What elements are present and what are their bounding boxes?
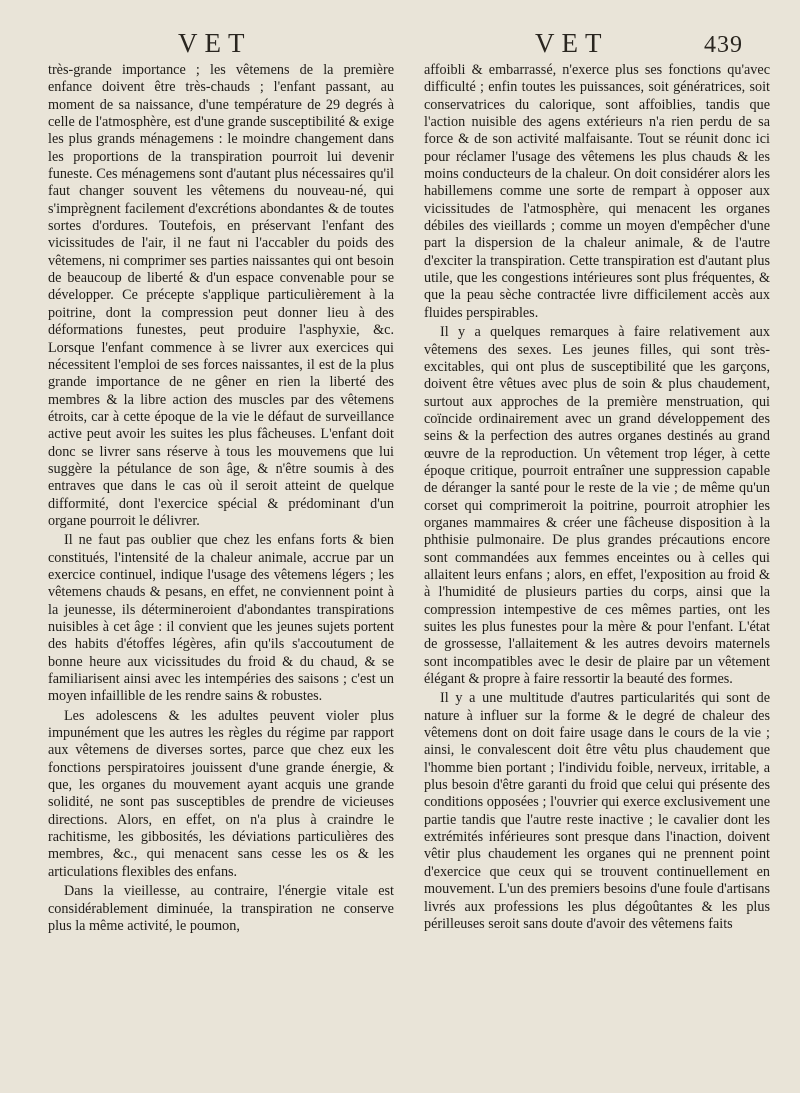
text-columns xyxy=(48,62,770,1072)
left-column xyxy=(48,62,394,1072)
paragraph: Il y a une multitude d'autres particularités qui sont de nature à influer sur la forme & le degré de chaleur des vêtemens dont on doit faire usage dans le cours de la vie ; ainsi, le convalescent doit être vêtu plus chaudement que l'homme bien portant ; l'individu foible, nerveux, irritable, a plus besoin d'être garanti du froid que celui qui présente des conditions opposées ; l'ouvrier qui exerce exclusivement une partie tandis que l'autre reste inactive ; le cavalier dont les extrémités inférieures sont presque dans l'inaction, doivent vêtir plus chaudement les organes qui ne prennent point d'exercice que ceux qui se trouvent continuellement en mouvement. L'un des premiers besoins d'une foule d'artisans livrés aux professions les plus dégoûtantes & les plus périlleuses seroit sans doute d'avoir des vêtemens faits xyxy=(424,690,770,932)
right-column xyxy=(424,62,770,1072)
paragraph: Il y a quelques remarques à faire relativement aux vêtemens des sexes. Les jeunes filles, qui sont très-excitables, qui ont plus de susceptibilité que les garçons, doivent être vêtues avec plus de soin & plus chaudement, surtout aux approches de la première menstruation, qui coïncide ordinairement avec un grand développement des seins & la perfection des autres organes destinés au grand œuvre de la reproduction. Un vêtement trop léger, à cette époque critique, pourroit entraîner une suppression capable de déranger la santé pour le reste de la vie ; de même qu'un corset qui comprimeroit la poitrine, pourroit atrophier les organes mammaires & créer une fâcheuse disposition à la phthisie pulmonaire. De plus grandes précautions encore sont commandées aux femmes enceintes ou à celles qui allaitent leurs enfans ; alors, en effet, l'exposition au froid & à l'humidité de plusieurs parties du corps, ainsi que la compression intempestive de ces mêmes parties, ont les suites les plus funestes pour la mère & pour l'enfant. L'état de grossesse, l'allaitement & les autres devoirs maternels sont incompatibles avec le desir de plaire par un vêtement élégant & propre à faire ressortir la beauté des formes. xyxy=(424,324,770,688)
page-number: 439 xyxy=(704,32,743,58)
paragraph: Les adolescens & les adultes peuvent violer plus impunément que les autres les règles du régime par rapport aux vêtemens de diverses sortes, parce que chez eux les fonctions perspiratoires jouissent d'une grande énergie, & que, les organes du mouvement ayant acquis une grande solidité, ne sont pas susceptibles de prendre de vicieuses directions. Alors, en effet, on n'a plus à craindre le rachitisme, les gibbosités, les déviations particulières des membres, &c., qui menacent sans cesse les os & les articulations flexibles des enfans. xyxy=(48,707,394,880)
running-head-right: VET xyxy=(535,28,609,58)
running-head-left: VET xyxy=(178,28,252,58)
paragraph: très-grande importance ; les vêtemens de la première enfance doivent être très-chauds ; l'enfant passant, au moment de sa naissance, d'une température de 29 degrés à celle de l'atmosphère, est d'une grande susceptibilité & exige les plus grands ménagemens : le moindre changement dans les proportions de la transpiration pourroit lui devenir funeste. Ces ménagemens sont d'autant plus nécessaires qu'il faut changer souvent les vêtemens du nouveau-né, qui s'imprègnent facilement d'excrétions abondantes & de toutes sortes d'ordures. Toutefois, en préservant l'enfant des vicissitudes de l'air, il ne faut ni l'accabler du poids des vêtemens, ni comprimer ses parties naissantes qui ont besoin de beaucoup de liberté & d'un espace convenable pour se développer. Ce précepte s'applique particulièrement à la poitrine, dont la compression peut donner lieu à des déformations funestes, peut produire l'asphyxie, &c. Lorsque l'enfant commence à se livrer aux exercices qui nécessitent l'emploi de ses forces naissantes, il est de la plus grande importance de ne gêner en rien la liberté des membres & la libre action des muscles par des vêtemens étroits, car à cette époque de la vie le défaut de surveillance active peut avoir les suites les plus fâcheuses. L'enfant doit donc se livrer sans réserve à tous les mouvemens que lui suggère la pétulance de son âge, & n'être soumis à des entraves que dans le cas où il seroit atteint de quelque difformité, dont l'exercice spécial & prédominant d'un organe pourroit le délivrer. xyxy=(48,62,394,529)
running-head xyxy=(0,28,800,62)
paragraph: Dans la vieillesse, au contraire, l'énergie vitale est considérablement diminuée, la transpiration ne conserve plus la même activité, le poumon, xyxy=(48,883,394,934)
paragraph: Il ne faut pas oublier que chez les enfans forts & bien constitués, l'intensité de la chaleur animale, accrue par un exercice continuel, indique l'usage des vêtemens légers ; les vêtemens chauds & pesans, en effet, ne conviennent point à la jeunesse, ils détermineroient d'abondantes transpirations nuisibles à cet âge : il convient que les jeunes sujets portent des habits d'étoffes légères, afin qu'ils s'accoutument de bonne heure aux vicissitudes du froid & du chaud, & se familiarisent ainsi avec les intempéries des saisons ; c'est un moyen infaillible de les rendre sains & robustes. xyxy=(48,532,394,705)
paragraph: affoibli & embarrassé, n'exerce plus ses fonctions qu'avec difficulté ; enfin toutes les puissances, soit génératrices, soit conservatrices du calorique, sont affoiblies, tandis que l'action nuisible des agens extérieurs n'a rien perdu de sa force & de son activité malfaisante. Tout se réunit donc ici pour réclamer l'usage des vêtemens les plus chauds & les moins conducteurs de la chaleur. On doit considérer alors les habillemens comme une sorte de rempart à opposer aux vicissitudes de l'atmosphère, qui menacent les organes débiles des vieillards ; comme un moyen d'empêcher d'une part la dispersion de la chaleur animale, & de l'autre d'exciter la transpiration. Cette transpiration est d'autant plus utile, que les congestions intérieures sont plus fréquentes, & que la peau sèche contractée livre difficilement accès aux fluides perspirables. xyxy=(424,62,770,321)
